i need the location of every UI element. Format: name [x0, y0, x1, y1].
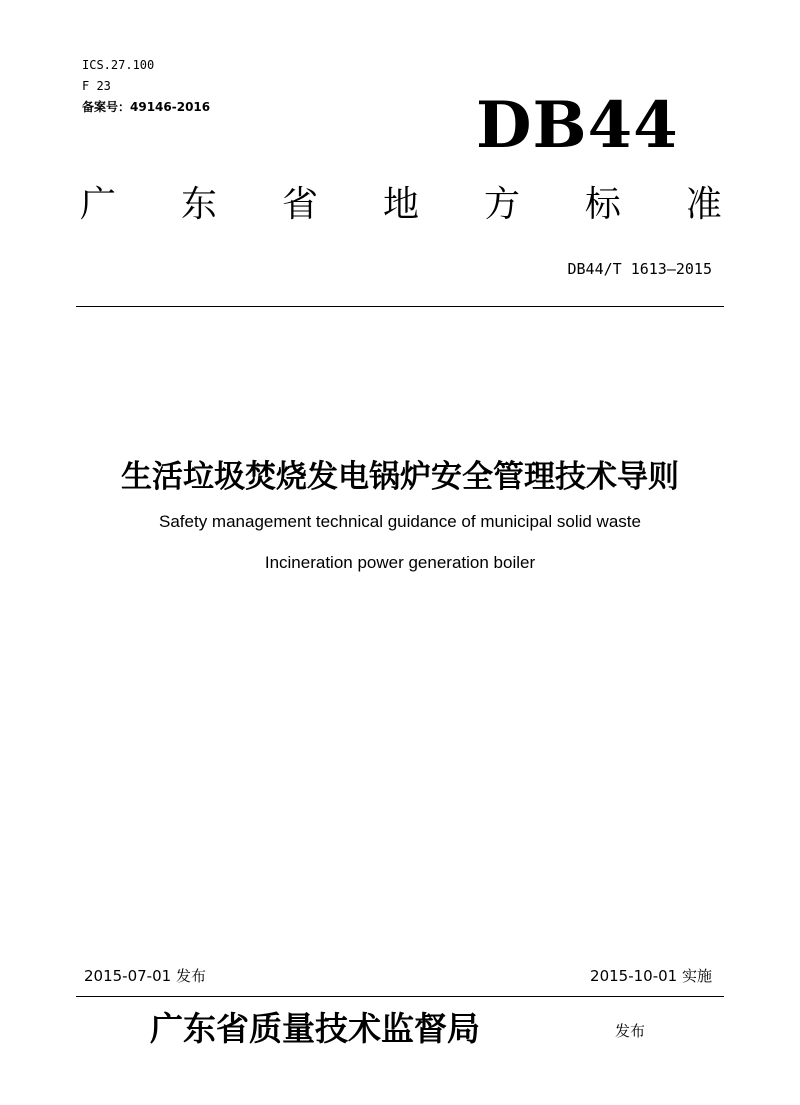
standard-type-char: 准: [685, 184, 722, 225]
ics-code: ICS.27.100: [82, 58, 155, 72]
standard-type-char: 地: [382, 184, 419, 225]
registration-number: 备案号：49146-2016: [82, 100, 211, 114]
standard-code-logo: DB44: [476, 88, 679, 163]
issue-date: 2015-07-01 发布: [84, 967, 206, 985]
title-chinese: 生活垃圾焚烧发电锅炉安全管理技术导则: [121, 459, 679, 495]
publish-label: 发布: [615, 1022, 646, 1040]
top-divider: [76, 306, 724, 307]
title-english-line2: Incineration power generation boiler: [264, 553, 536, 572]
title-english-line1: Safety management technical guidance of municipal solid waste: [159, 512, 641, 531]
standard-type-char: 东: [180, 184, 217, 225]
bottom-divider: [76, 996, 724, 997]
standard-type-heading: [80, 180, 722, 230]
standard-type-char: 广: [80, 184, 117, 225]
ccs-code: F 23: [82, 79, 111, 93]
publisher-name: 广东省质量技术监督局: [150, 1009, 480, 1048]
standard-type-char: 标: [584, 184, 621, 225]
implementation-date: 2015-10-01 实施: [590, 967, 712, 985]
standard-number: DB44/T 1613—2015: [567, 260, 712, 278]
standard-type-char: 方: [483, 184, 520, 225]
standard-type-char: 省: [281, 184, 318, 225]
